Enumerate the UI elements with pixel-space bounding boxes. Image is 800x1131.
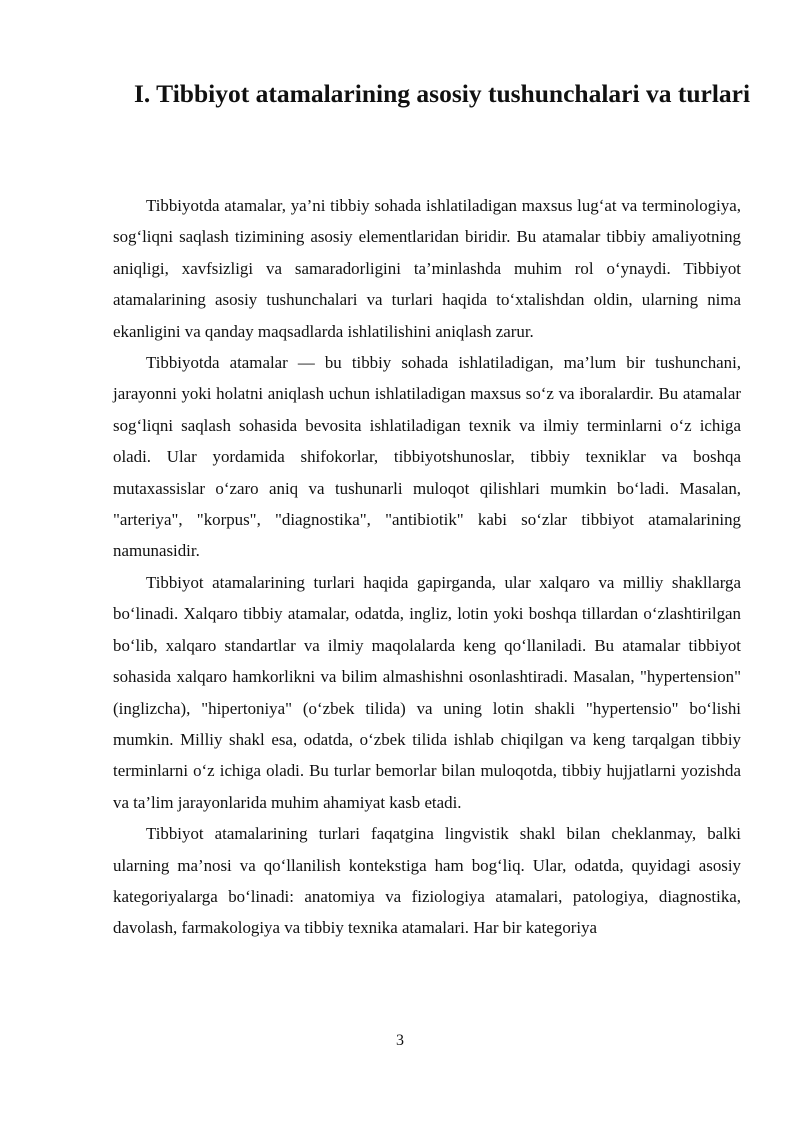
paragraph-2: Tibbiyotda atamalar — bu tibbiy sohada ishlatiladigan, ma’lum bir tushunchani, jarayonni yoki holatni aniqlash uchun ishlatiladigan maxsus so‘z va iboralardir. Bu atamalar sog‘liqni saqlash sohasida bevosita ishlatiladigan texnik va ilmiy terminlarni o‘z ichiga oladi. Ular yordamida shifokorlar, tibbiyotshunoslar, tibbiy texniklar va boshqa mutaxassislar o‘zaro aniq va tushunarli muloqot qilishlari mumkin bo‘ladi. Masalan, "arteriya", "korpus", "diagnostika", "antibiotik" kabi so‘zlar tibbiyot atamalarining namunasidir. — [113, 353, 741, 561]
paragraph-4: Tibbiyot atamalarining turlari faqatgina lingvistik shakl bilan cheklanmay, balki ularning ma’nosi va qo‘llanilish kontekstiga ham bog‘liq. Ular, odatda, quyidagi asosiy kategoriyalarga bo‘linadi: anatomiya va fiziologiya atamalari, patologiya, diagnostika, davolash, farmakologiya va tibbiy texnika atamalari. Har bir kategoriya — [113, 824, 741, 938]
paragraph-3: Tibbiyot atamalarining turlari haqida gapirganda, ular xalqaro va milliy shakllarga bo‘linadi. Xalqaro tibbiy atamalar, odatda, ingliz, lotin yoki boshqa tillardan o‘zlashtirilgan bo‘lib, xalqaro standartlar va ilmiy maqolalarda keng qo‘llaniladi. Bu atamalar tibbiyot sohasida xalqaro hamkorlikni va bilim almashishni osonlashtiradi. Masalan, "hypertension" (inglizcha), "hipertoniya" (o‘zbek tilida) va uning lotin shakli "hypertensio" bo‘lishi mumkin. Milliy shakl esa, odatda, o‘zbek tilida ishlab chiqilgan va keng tarqalgan tibbiy terminlarni o‘z ichiga oladi. Bu turlar bemorlar bilan muloqotda, tibbiy hujjatlarni yozishda va ta’lim jarayonlarida muhim ahamiyat kasb etadi. — [113, 572, 741, 812]
body-text — [113, 190, 741, 944]
page-number: 3 — [396, 1032, 404, 1049]
paragraph-1: Tibbiyotda atamalar, ya’ni tibbiy sohada ishlatiladigan maxsus lug‘at va terminologiya, sog‘liqni saqlash tizimining asosiy elementlaridan biridir. Bu atamalar tibbiy amaliyotning aniqligi, xavfsizligi va samaradorligini ta’minlashda muhim rol o‘ynaydi. Tibbiyot atamalarining asosiy tushunchalari va turlari haqida to‘xtalishdan oldin, ularning nima ekanligini va qanday maqsadlarda ishlatilishini aniqlash zarur. — [113, 196, 741, 341]
section-title: I. Tibbiyot atamalarining asosiy tushunchalari va turlari — [133, 79, 751, 108]
